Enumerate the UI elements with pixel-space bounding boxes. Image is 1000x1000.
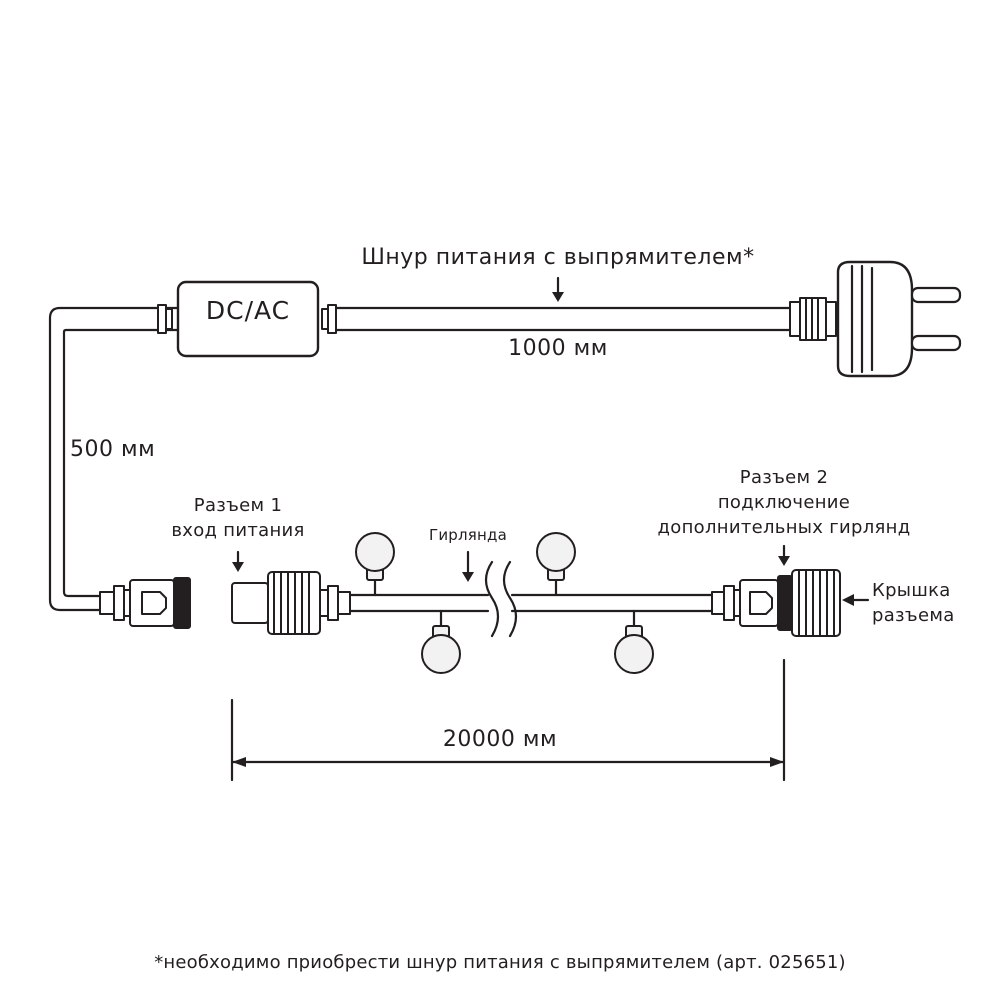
connector-2-label-line1: Разъем 2	[739, 467, 829, 488]
connector-1-label-line1: Разъем 1	[193, 495, 283, 516]
dcac-block-label: DC/AC	[205, 296, 291, 325]
length-500-label: 500 мм	[70, 437, 156, 462]
length-1000-label: 1000 мм	[508, 336, 608, 361]
connector-2-label-line3: дополнительных гирлянд	[657, 517, 911, 538]
cap-label-line1: Крышка	[872, 580, 951, 601]
cap-label-line2: разъема	[872, 605, 955, 626]
length-20000-label: 20000 мм	[442, 727, 558, 752]
connector-1-label-line2: вход питания	[171, 520, 305, 541]
connector-2-label-line2: подключение	[717, 492, 851, 513]
footnote-label: *необходимо приобрести шнур питания с выпрямителем (арт. 025651)	[154, 952, 846, 973]
power-cord-label: Шнур питания с выпрямителем*	[361, 245, 755, 270]
garland-label: Гирлянда	[429, 526, 507, 544]
